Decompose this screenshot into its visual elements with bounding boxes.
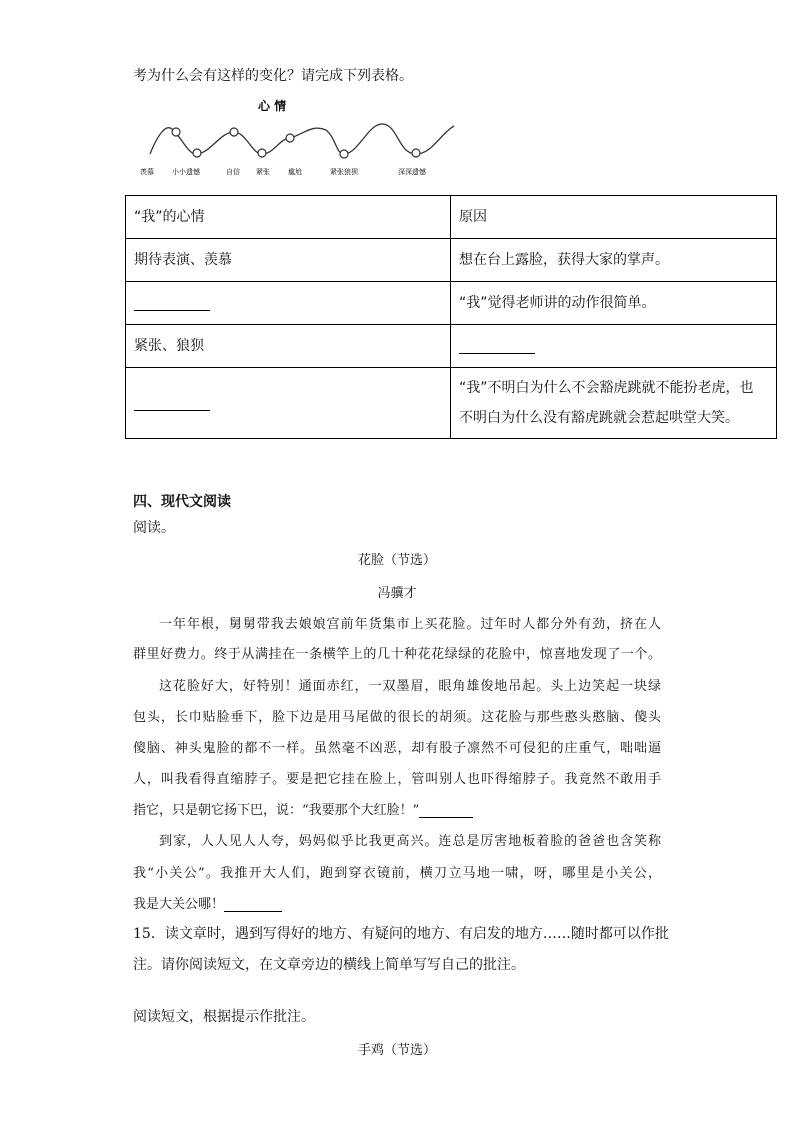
mood-label: 紧张狼狈: [330, 168, 358, 176]
passage-line: 到家，人人见人人夸，妈妈似乎比我更高兴。连总是厉害地板着脸的爸爸也含笑称: [159, 834, 661, 849]
passage-line: 这花脸好大，好特别！通面赤红，一双墨眉，眼角雄俊地吊起。头上边笑起一块绿: [159, 679, 661, 694]
answer-blank[interactable]: [134, 296, 210, 311]
table-header-row: [126, 196, 777, 239]
passage-title: 花脸（节选）: [357, 553, 436, 568]
instruction-text: 阅读短文，根据提示作批注。: [133, 1009, 315, 1025]
mood-label: 深深遗憾: [398, 168, 426, 176]
passage-line-with-blank: [133, 799, 661, 818]
passage-line: 一年年根，舅舅带我去娘娘宫前年货集市上买花脸。过年时人都分外有劲，挤在人: [159, 617, 661, 632]
mood-point: [412, 149, 420, 157]
read-label: 阅读。: [133, 520, 175, 536]
table-row: [126, 282, 777, 325]
reason-line: “我”不明白为什么不会豁虎跳就不能扮老虎，也: [459, 380, 754, 396]
answer-blank[interactable]: [134, 396, 210, 411]
mood-label: 小小遗憾: [172, 168, 200, 176]
passage-line: 傻脑、神头鬼脸的都不一样。虽然毫不凶恶，却有股子凛然不可侵犯的庄重气，咄咄逼: [133, 741, 661, 756]
passage-line: 群里好费力。终于从满挂在一条横竿上的几十种花花绿绿的花脸中，惊喜地发现了一个。: [133, 647, 661, 662]
section-heading: 四、现代文阅读: [133, 494, 231, 510]
mood-point: [340, 150, 348, 158]
passage-line: 我是大关公哪！: [133, 897, 225, 912]
question-number: 15．: [133, 926, 165, 942]
table-row: [126, 325, 777, 368]
passage-line: 指它，只是朝它扬下巴，说：“我要那个大红脸！”: [133, 803, 420, 818]
mood-cell-blank: [126, 368, 451, 439]
passage-line: 人，叫我看得直缩脖子。要是把它挂在脸上，管叫别人也吓得缩脖子。我竟然不敢用手: [133, 772, 661, 787]
table-header-cell: “我”的心情: [126, 196, 451, 239]
reason-line: 不明白为什么没有豁虎跳就会惹起哄堂大笑。: [459, 410, 739, 426]
question-15-line2: 注。请你阅读短文，在文章旁边的横线上简单写写自己的批注。: [133, 957, 525, 973]
question-15-line1: [133, 924, 669, 944]
mood-point: [172, 128, 180, 136]
mood-point: [230, 128, 238, 136]
mood-label: 尴尬: [288, 168, 302, 176]
annotation-blank[interactable]: [224, 897, 282, 912]
passage-line: 包头，长巾贴脸垂下，脸下边是用马尾做的很长的胡须。这花脸与那些憨头憨脑、傻头: [133, 710, 661, 725]
reason-cell: “我”觉得老师讲的动作很简单。: [451, 282, 777, 325]
mood-point: [193, 149, 201, 157]
mood-label: 羡慕: [140, 168, 154, 176]
mood-graph-title: 心 情: [258, 99, 287, 113]
question-text: 读文章时，遇到写得好的地方、有疑问的地方、有启发的地方……随时都可以作批: [164, 926, 669, 942]
mood-curve-graph: [136, 94, 466, 180]
mood-label: 自信: [226, 168, 240, 176]
reason-cell-blank: [451, 325, 777, 368]
reason-cell: [451, 368, 777, 439]
reason-cell: 想在台上露脸，获得大家的掌声。: [451, 239, 777, 282]
passage-author: 冯骥才: [377, 586, 417, 601]
table-row: [126, 239, 777, 282]
mood-cell: 紧张、狼狈: [126, 325, 451, 368]
passage-line: 我“小关公”。我推开大人们，跑到穿衣镜前，横刀立马地一啸，呀，哪里是小关公，: [133, 866, 661, 881]
table-row: [126, 368, 777, 439]
mood-table: [125, 195, 777, 439]
mood-point: [258, 149, 266, 157]
passage-line-with-blank: [133, 893, 661, 912]
answer-blank[interactable]: [459, 339, 535, 354]
table-header-cell: 原因: [451, 196, 777, 239]
mood-cell-blank: [126, 282, 451, 325]
passage2-title: 手鸡（节选）: [357, 1043, 436, 1058]
intro-text: 考为什么会有这样的变化？请完成下列表格。: [133, 68, 413, 84]
annotation-blank[interactable]: [419, 803, 473, 818]
mood-label: 紧张: [256, 168, 270, 176]
mood-cell: 期待表演、羡慕: [126, 239, 451, 282]
mood-point: [286, 134, 294, 142]
